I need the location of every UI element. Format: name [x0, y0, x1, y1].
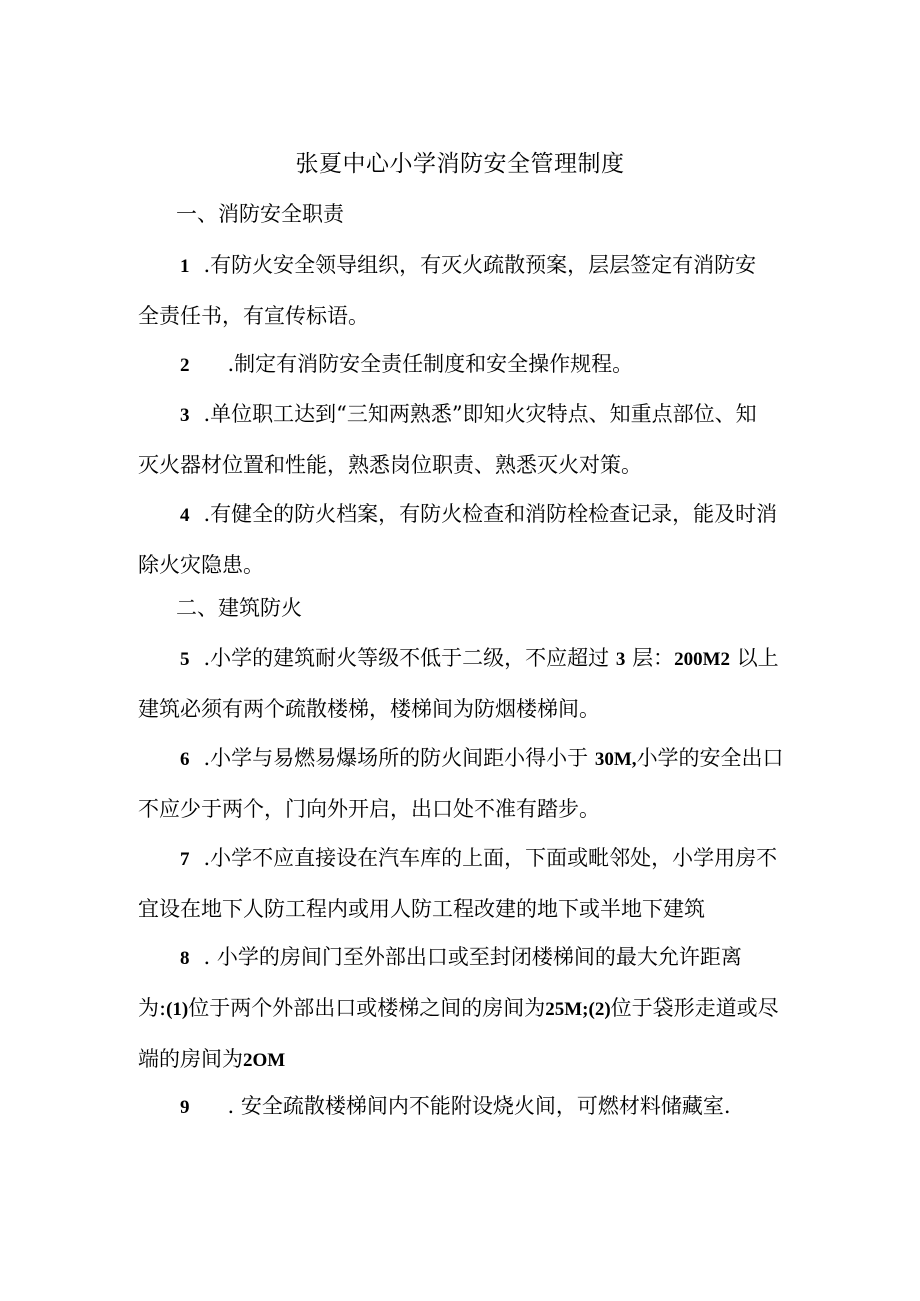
- clause-number: 5: [180, 649, 190, 670]
- document-title: 张夏中心小学消防安全管理制度: [295, 151, 625, 177]
- clause-4-line-2: 除火灾隐患。: [138, 553, 264, 577]
- clause-text: 层：: [632, 646, 675, 670]
- clause-text: 为:: [138, 996, 167, 1020]
- clause-2-line-1: [138, 339, 786, 390]
- clause-5-line-1: [138, 633, 786, 684]
- clause-6-line-1: [138, 733, 786, 784]
- distance-value: 30M,: [594, 749, 637, 770]
- clause-4: [138, 489, 786, 591]
- section-heading-building-fire-protection: 二、建筑防火: [176, 596, 302, 620]
- clause-number: 2: [180, 355, 190, 376]
- clause-3-line-2: 灭火器材位置和性能，熟悉岗位职责、熟悉灭火对策。: [138, 453, 642, 477]
- section-heading-fire-safety-duties: 一、消防安全职责: [176, 202, 344, 226]
- area-value: 200M2: [674, 649, 730, 670]
- clause-number: 1: [180, 256, 190, 277]
- clause-5: [138, 633, 786, 735]
- clause-number: 3: [180, 405, 190, 426]
- clause-6-line-2: 不应少于两个，门向外开启，出口处不准有踏步。: [138, 797, 600, 821]
- clause-text: 端的房间为: [138, 1047, 243, 1071]
- clause-number: 9: [180, 1097, 190, 1118]
- clause-text: 位于袋形走道或尽: [610, 996, 779, 1020]
- clause-7-line-1: [138, 833, 786, 884]
- clause-1-line-2: 全责任书，有宣传标语。: [138, 304, 369, 328]
- clause-9: [138, 1081, 786, 1132]
- clause-5-line-2: 建筑必须有两个疏散楼梯，楼梯间为防烟楼梯间。: [138, 697, 600, 721]
- clause-number: 7: [180, 849, 190, 870]
- clause-text: .小学的建筑耐火等级不低于二级，不应超过: [203, 646, 610, 670]
- list-marker: (1): [166, 999, 189, 1020]
- clause-text: .单位职工达到“三知两熟悉”即知火灾特点、知重点部位、知: [203, 402, 757, 426]
- clause-3-line-1: [138, 389, 786, 440]
- clause-7: [138, 833, 786, 935]
- distance-value: 25M;(2): [545, 999, 611, 1020]
- clause-text: .小学不应直接设在汽车库的上面，下面或毗邻处，小学用房不: [203, 846, 778, 870]
- clause-2: [138, 339, 786, 390]
- floor-count: 3: [615, 649, 626, 670]
- clause-text: .有防火安全领导组织，有灭火疏散预案，层层签定有消防安: [203, 253, 757, 277]
- clause-4-line-1: [138, 489, 786, 540]
- clause-text: .制定有消防安全责任制度和安全操作规程。: [227, 352, 634, 376]
- clause-1: [138, 240, 786, 342]
- clause-number: 8: [180, 948, 190, 969]
- clause-text: . 小学的房间门至外部出口或至封闭楼梯间的最大允许距离: [203, 945, 742, 969]
- distance-value: 2OM: [243, 1050, 286, 1071]
- clause-3: [138, 389, 786, 491]
- clause-7-line-2: 宜设在地下人防工程内或用人防工程改建的地下或半地下建筑: [138, 897, 705, 921]
- clause-text: .有健全的防火档案，有防火检查和消防栓检查记录，能及时消: [203, 502, 778, 526]
- clause-6: [138, 733, 786, 835]
- clause-text: 位于两个外部出口或楼梯之间的房间为: [188, 996, 546, 1020]
- clause-number: 6: [180, 749, 190, 770]
- clause-8-line-2: [138, 983, 786, 1034]
- clause-text: 以上: [736, 646, 779, 670]
- clause-text: . 安全疏散楼梯间内不能附设烧火间，可燃材料储藏室.: [227, 1094, 731, 1118]
- clause-text: .小学与易燃易爆场所的防火间距小得小于: [203, 746, 589, 770]
- clause-text: 小学的安全出口: [636, 746, 784, 770]
- clause-number: 4: [180, 505, 190, 526]
- clause-1-line-1: [138, 240, 786, 291]
- clause-8-line-3: [138, 1034, 786, 1085]
- clause-9-line-1: [138, 1081, 786, 1132]
- clause-8: [138, 932, 786, 1085]
- clause-8-line-1: [138, 932, 786, 983]
